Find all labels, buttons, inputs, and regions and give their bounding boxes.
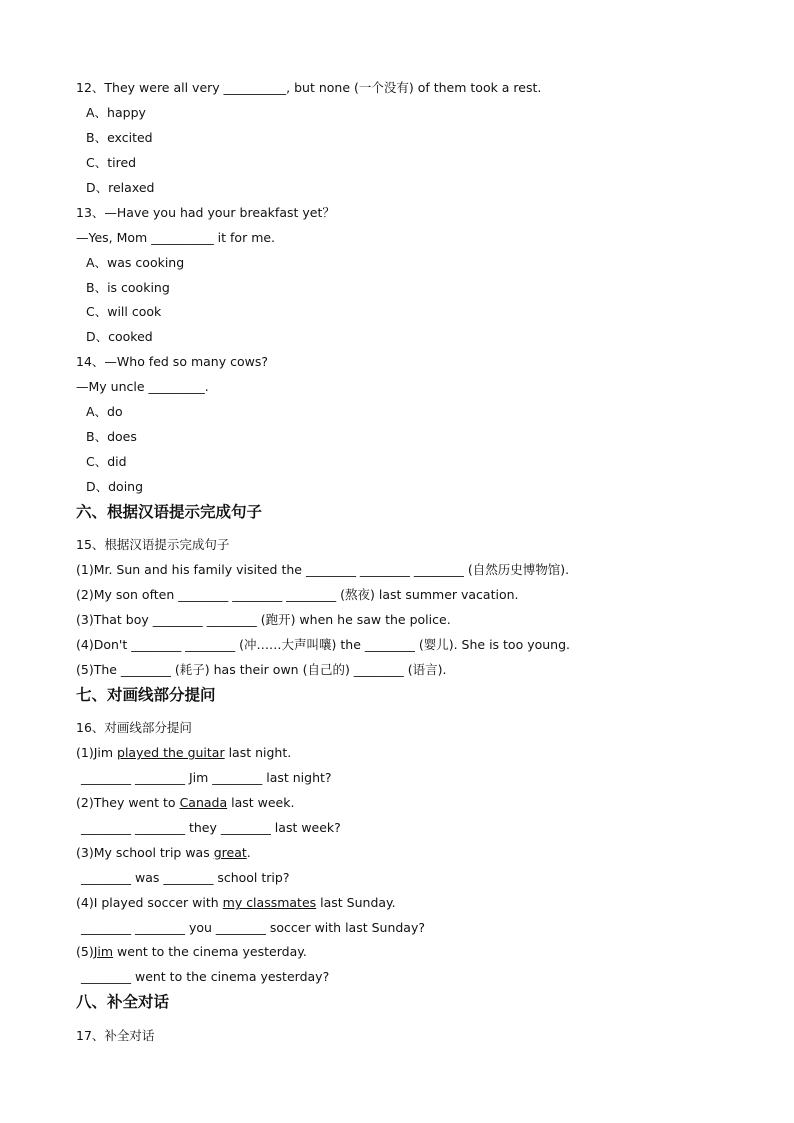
question-14-option-a: A、do (86, 404, 123, 419)
question-17-title: 17、补全对话 (76, 1028, 155, 1043)
question-15-item-5: (5)The ________ (耗子) has their own (自己的) ________ (语言). (76, 662, 447, 677)
question-16-item-5 (76, 944, 307, 960)
question-16-title: 16、对画线部分提问 (76, 720, 192, 735)
item-3-underlined: great (213, 845, 247, 860)
question-16-item-3 (76, 845, 251, 861)
question-13-option-b: B、is cooking (86, 280, 170, 295)
item-4-post: last Sunday. (316, 895, 396, 910)
question-14-option-d: D、doing (86, 479, 144, 494)
question-16-item-2 (76, 795, 294, 811)
question-13-line2: —Yes, Mom __________ it for me. (76, 230, 276, 245)
item-4-underlined: my classmates (222, 895, 317, 910)
question-13-option-a: A、was cooking (86, 255, 185, 270)
item-5-post: went to the cinema yesterday. (113, 944, 307, 959)
item-1-underlined: played the guitar (117, 745, 225, 760)
question-12-option-a: A、happy (86, 105, 146, 120)
item-2-post: last week. (227, 795, 295, 810)
question-12-option-b: B、excited (86, 130, 153, 145)
question-12-option-d: D、relaxed (86, 180, 155, 195)
item-3-post: . (246, 845, 251, 860)
question-16-item-1 (76, 745, 291, 761)
question-12-option-c: C、tired (86, 155, 137, 170)
section-6-heading: 六、根据汉语提示完成句子 (76, 503, 263, 521)
item-2-underlined: Canada (179, 795, 228, 810)
item-5-underlined: Jim (93, 944, 114, 959)
item-4-pre: (4)I played soccer with (76, 895, 223, 910)
item-1-post: last night. (224, 745, 292, 760)
question-15-item-3: (3)That boy ________ ________ (跑开) when he saw the police. (76, 612, 451, 627)
question-16-answer-1: ________ ________ Jim ________ last night? (81, 770, 332, 785)
question-16-answer-5: ________ went to the cinema yesterday? (81, 969, 330, 984)
question-14-option-b: B、does (86, 429, 137, 444)
question-15-item-4: (4)Don't ________ ________ (冲……大声叫嚷) the ________ (婴儿). She is too young. (76, 637, 570, 652)
question-15-item-2: (2)My son often ________ ________ ________ (熬夜) last summer vacation. (76, 587, 519, 602)
question-16-item-4 (76, 895, 396, 911)
question-13-option-c: C、will cook (86, 304, 162, 319)
question-12-stem: 12、They were all very __________, but none (一个没有) of them took a rest. (76, 80, 542, 95)
item-2-pre: (2)They went to (76, 795, 180, 810)
question-16-answer-4: ________ ________ you ________ soccer with last Sunday? (81, 920, 425, 935)
question-16-answer-2: ________ ________ they ________ last week? (81, 820, 341, 835)
item-5-pre: (5) (76, 944, 94, 959)
question-14-option-c: C、did (86, 454, 127, 469)
question-16-answer-3: ________ was ________ school trip? (81, 870, 290, 885)
item-1-pre: (1)Jim (76, 745, 118, 760)
question-14-stem: 14、—Who fed so many cows? (76, 354, 268, 369)
question-13-option-d: D、cooked (86, 329, 153, 344)
question-15-title: 15、根据汉语提示完成句子 (76, 537, 230, 552)
item-3-pre: (3)My school trip was (76, 845, 214, 860)
question-15-item-1: (1)Mr. Sun and his family visited the ________ ________ ________ (自然历史博物馆). (76, 562, 570, 577)
question-13-stem: 13、—Have you had your breakfast yet？ (76, 205, 335, 220)
section-8-heading: 八、补全对话 (76, 993, 170, 1011)
question-14-line2: —My uncle _________. (76, 379, 209, 394)
section-7-heading: 七、对画线部分提问 (76, 686, 216, 704)
